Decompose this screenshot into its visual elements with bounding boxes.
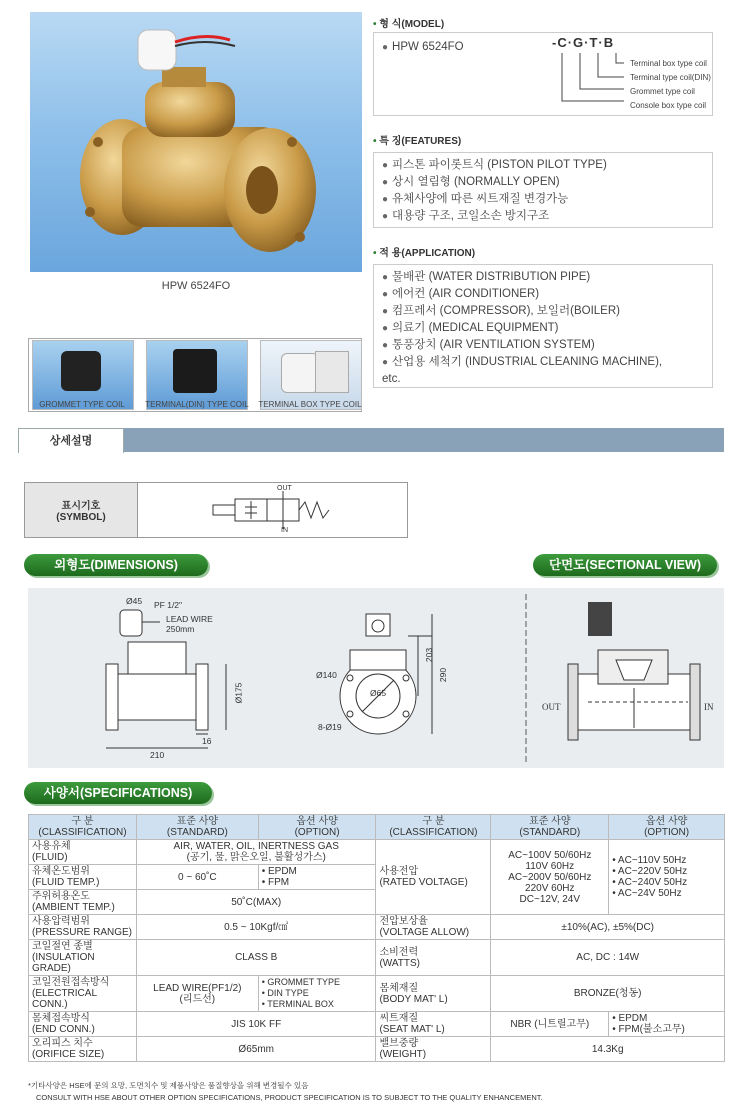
dim-lead: LEAD WIRE [166, 614, 213, 624]
spec-note-en: CONSULT WITH HSE ABOUT OTHER OPTION SPECIFICATIONS, PRODUCT SPECIFICATION IS TO SUBJECT TO THE QUALITY ENHANCEMENT. [36, 1093, 543, 1102]
spec-header-row: 구 분 (CLASSIFICATION) 표준 사양 (STANDARD) 옵션 사양 (OPTION) 구 분 (CLASSIFICATION) 표준 사양 (STANDARD) 옵션 사양 (OPTION) [29, 815, 725, 840]
symbol-in-label: IN [281, 527, 288, 534]
dim-h203: 203 [424, 647, 435, 663]
product-caption: HPW 6524FO [161, 280, 231, 292]
specifications-table [28, 814, 725, 1062]
dim-pf: PF 1/2" [154, 600, 183, 610]
features-list: ● 피스톤 파이롯트식 (PISTON PILOT TYPE) ● 상시 열림형 (NORMALLY OPEN) ● 유체사양에 따른 씨트재질 변경가능 ● 대용량 구조, 코일소손 방지구조 [382, 159, 607, 222]
spec-row-fluid-temp: 유체온도범위 (FLUID TEMP.) 0 ~ 60˚C • EPDM • FPM [29, 865, 725, 890]
dimensions-title: 외형도(DIMENSIONS) [24, 554, 208, 576]
dim-d45: Ø45 [126, 596, 143, 606]
spec-row-end-conn: 몸체접속방식 (END CONN.) JIS 10K FF 씨트재질 (SEAT MAT' L) NBR (니트릴고무) • EPDM • FPM(불소고무) [29, 1012, 725, 1037]
symbol-label: 표시기호 (SYMBOL) [25, 483, 138, 537]
thumb-caption-1: GROMMET TYPE COIL [39, 400, 125, 409]
spec-row-pressure: 사용압력범위 (PRESSURE RANGE) 0.5 ~ 10Kgf/㎠ 전압보상율 (VOLTAGE ALLOW) ±10%(AC), ±5%(DC) [29, 915, 725, 940]
spec-row-electrical: 코일전원접속방식 (ELECTRICAL CONN.) LEAD WIRE(PF1/2) (리드선) • GROMMET TYPE • DIN TYPE • TERMINAL BOX 몸체재질 (BODY MAT' L) BRONZE(청동) [29, 976, 725, 1012]
dim-h290: 290 [438, 667, 449, 683]
features-title: • 특 징(FEATURES) [373, 136, 462, 147]
dim-holes: 8-Ø19 [318, 722, 342, 732]
spec-note-ko: *기타사양은 HSE에 문의 요망, 도면치수 및 제품사양은 품질향상을 위해 변경될수 있음 [28, 1081, 309, 1090]
specifications-title: 사양서(SPECIFICATIONS) [24, 782, 212, 804]
spec-row-insulation: 코일절연 종별 (INSULATION GRADE) CLASS B 소비전력 (WATTS) AC, DC : 14W [29, 940, 725, 976]
symbol-table [24, 482, 408, 538]
sectional-out: OUT [542, 702, 561, 712]
features-box [373, 152, 713, 228]
application-list: ● 물배관 (WATER DISTRIBUTION PIPE) ● 에어컨 (AIR CONDITIONER) ● 컴프레서 (COMPRESSOR), 보일러(BOILER) ● 의료기 (MEDICAL EQUIPMENT) ● 통풍장치 (AIR VENTILATION SYSTEM) ● 산업용 세척기 (INDUSTRIAL CLEANING MACHINE), etc. [382, 271, 663, 385]
sectional-title: 단면도(SECTIONAL VIEW) [533, 554, 717, 576]
dim-lead-len: 250mm [166, 624, 195, 634]
valve-symbol [205, 487, 355, 535]
dimension-drawings [28, 588, 724, 768]
dim-w210: 210 [150, 750, 165, 760]
dim-d65: Ø65 [370, 688, 387, 698]
spec-row-fluid: 사용유체 (FLUID) AIR, WATER, OIL, INERTNESS GAS (공기, 물, 맑은오일, 불활성가스) 사용전압 (RATED VOLTAGE) AC~100V 50/60Hz 110V 60Hz AC~200V 50/60Hz 220V 60Hz DC~12V, 24V • AC~110V 50Hz • AC~220V 50Hz • AC~240V 50Hz • AC~24V 50Hz [29, 840, 725, 865]
dimensions-panel [28, 588, 724, 768]
dim-t16: 16 [202, 736, 212, 746]
application-title: • 적 용(APPLICATION) [373, 248, 476, 259]
valve-illustration [30, 12, 362, 272]
product-photo [30, 12, 362, 272]
symbol-out-label: OUT [277, 485, 292, 492]
application-box [373, 264, 713, 388]
model-options: Terminal box type coil Terminal type coil(DIN) Grommet type coil Console box type coil [630, 59, 711, 110]
sectional-in: IN [704, 702, 714, 712]
model-title: • 형 식(MODEL) [373, 19, 445, 30]
thumb-caption-2: TERMINAL(DIN) TYPE COIL [145, 400, 249, 409]
thumb-caption-3: TERMINAL BOX TYPE COIL [258, 400, 362, 409]
spec-row-ambient: 주위허용온도 (AMBIENT TEMP.) 50˚C(MAX) [29, 890, 725, 915]
model-code-leaders [554, 49, 624, 109]
dim-d175: Ø175 [233, 682, 244, 704]
dim-d140: Ø140 [316, 670, 337, 680]
model-box [373, 32, 713, 116]
spec-row-orifice: 오리피스 치수 (ORIFICE SIZE) Ø65mm 밸브중량 (WEIGHT) 14.3Kg [29, 1037, 725, 1062]
model-code: -C·G·T·B [552, 35, 615, 50]
model-name: ● HPW 6524FO [382, 41, 464, 53]
tab-detail[interactable]: 상세설명 [18, 428, 124, 453]
